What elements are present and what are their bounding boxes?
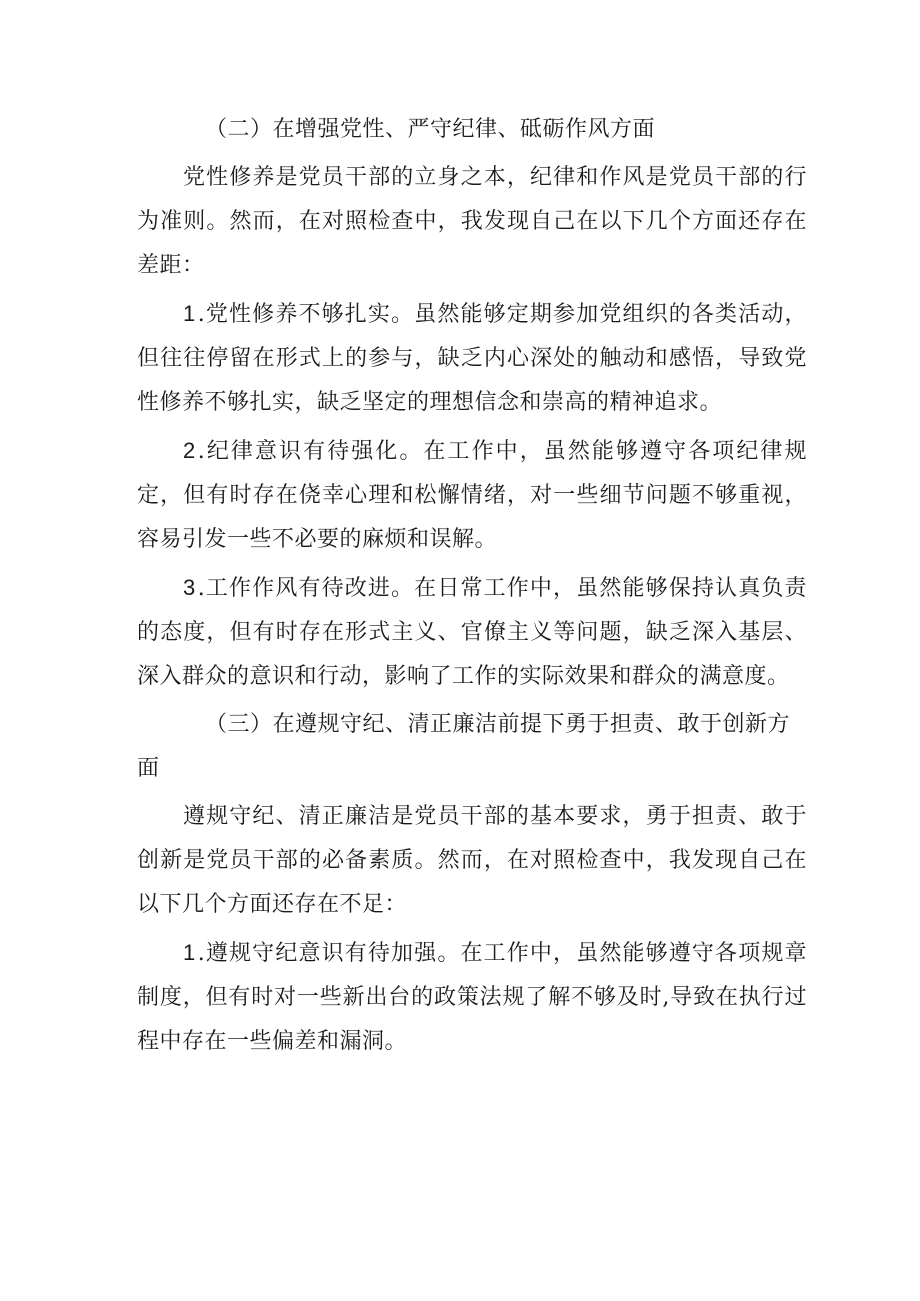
section-heading-3: （三）在遵规守纪、清正廉洁前提下勇于担责、敢于创新方面 [137,712,791,781]
item-number: 1 [183,301,196,326]
list-item [137,566,807,699]
item-text: .纪律意识有待强化。在工作中，虽然能够遵守各项纪律规定，但有时存在侥幸心理和松懈情绪，对一些细节问题不够重视，容易引发一些不必要的麻烦和误解。 [137,439,807,552]
list-item [137,931,807,1064]
item-text: .工作作风有待改进。在日常工作中，虽然能够保持认真负责的态度，但有时存在形式主义、官僚主义等问题，缺乏深入基层、深入群众的意识和行动，影响了工作的实际效果和群众的满意度。 [137,576,807,689]
document-body [137,108,807,1068]
item-text: .党性修养不够扎实。虽然能够定期参加党组织的各类活动，但往往停留在形式上的参与，缺乏内心深处的触动和感悟，导致党性修养不够扎实，缺乏坚定的理想信念和崇高的精神追求。 [137,302,807,415]
item-number: 1 [183,940,196,965]
item-number: 2 [183,438,196,463]
section-intro-2: 党性修养是党员干部的立身之本，纪律和作风是党员干部的行为准则。然而，在对照检查中，我发现自己在以下几个方面还存在差距： [137,165,807,278]
item-number: 3 [183,575,196,600]
item-text: .遵规守纪意识有待加强。在工作中，虽然能够遵守各项规章制度，但有时对一些新出台的政策法规了解不够及时,导致在执行过程中存在一些偏差和漏洞。 [137,941,807,1054]
section-heading-2: （二）在增强党性、严守纪律、砥砺作风方面 [205,117,656,142]
list-item [137,292,807,425]
list-item [137,429,807,562]
section-intro-3: 遵规守纪、清正廉洁是党员干部的基本要求，勇于担责、敢于创新是党员干部的必备素质。然而，在对照检查中，我发现自己在以下几个方面还存在不足： [137,804,807,917]
